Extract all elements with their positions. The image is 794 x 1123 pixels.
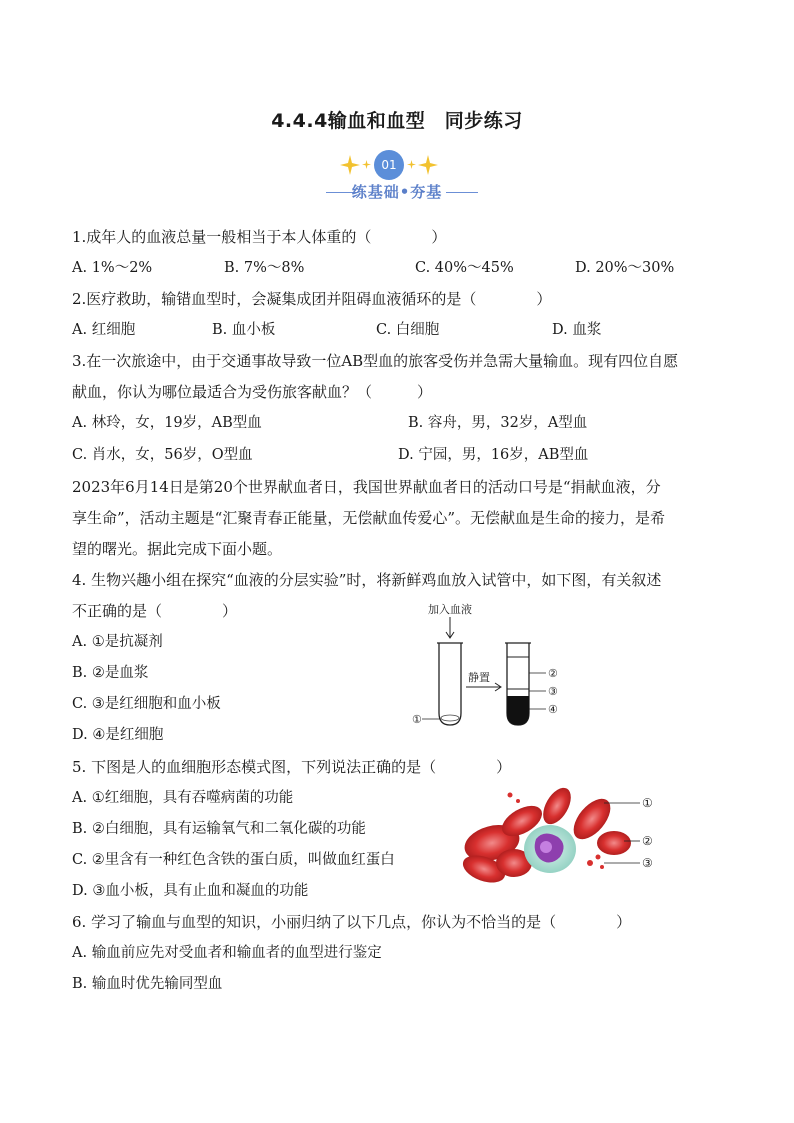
question-2-stem: 2.医疗救助，输错血型时，会凝集成团并阻碍血液循环的是（ ） xyxy=(72,290,552,308)
cell-mark-1: ① xyxy=(642,796,653,810)
q3-option-d: D. 宁园，男，16岁，AB型血 xyxy=(398,447,589,463)
passage-line-2: 享生命”，活动主题是“汇聚青春正能量，无偿献血传爱心”。无偿献血是生命的接力，是希 xyxy=(72,509,666,527)
q5-option-d: D. ③血小板，具有止血和凝血的功能 xyxy=(72,883,309,899)
divider xyxy=(446,192,478,193)
passage-line-1: 2023年6月14日是第20个世界献血者日，我国世界献血者日的活动口号是“捐献血液，分 xyxy=(72,478,661,496)
q4-option-b: B. ②是血浆 xyxy=(72,665,149,681)
question-3-stem-cont: 献血，你认为哪位最适合为受伤旅客献血？（ ） xyxy=(72,383,433,401)
section-title: 练基础•夯基 xyxy=(351,183,443,201)
q5-option-b: B. ②白细胞，具有运输氧气和二氧化碳的功能 xyxy=(72,821,366,837)
q4-option-d: D. ④是红细胞 xyxy=(72,727,164,743)
section-badge xyxy=(0,150,794,180)
page-title: 4.4.4输血和血型 同步练习 xyxy=(271,110,523,132)
q5-option-c: C. ②里含有一种红色含铁的蛋白质，叫做血红蛋白 xyxy=(72,852,395,868)
question-4-stem: 4. 生物兴趣小组在探究“血液的分层实验”时，将新鲜鸡血放入试管中，如下图，有关叙述 xyxy=(72,571,662,589)
platelet xyxy=(516,799,520,803)
blood-cell-figure xyxy=(462,781,672,891)
red-cell-layer xyxy=(507,696,529,725)
red-blood-cell xyxy=(537,783,576,829)
q1-option-d: D. 20%～30% xyxy=(575,260,675,276)
cell-mark-3: ③ xyxy=(642,856,653,870)
q3-option-b: B. 容舟，男，32岁，A型血 xyxy=(408,415,588,431)
star-icon xyxy=(340,155,360,175)
q6-option-b: B. 输血时优先输同型血 xyxy=(72,976,223,992)
q1-option-c: C. 40%～45% xyxy=(415,260,514,276)
question-6-stem: 6. 学习了输血与血型的知识，小丽归纳了以下几点，你认为不恰当的是（ ） xyxy=(72,913,632,931)
q2-option-a: A. 红细胞 xyxy=(72,322,136,338)
mark-1: ① xyxy=(412,713,422,726)
q4-option-c: C. ③是红细胞和血小板 xyxy=(72,696,221,712)
q3-option-a: A. 林玲，女，19岁，AB型血 xyxy=(72,415,262,431)
q2-option-d: D. 血浆 xyxy=(552,322,602,338)
star-icon xyxy=(407,160,416,169)
q5-option-a: A. ①红细胞，具有吞噬病菌的功能 xyxy=(72,790,294,806)
q1-option-b: B. 7%～8% xyxy=(224,260,305,276)
platelet xyxy=(600,865,604,869)
mark-2: ② xyxy=(548,667,558,680)
q6-option-a: A. 输血前应先对受血者和输血者的血型进行鉴定 xyxy=(72,945,382,961)
mark-4: ④ xyxy=(548,703,558,716)
platelet xyxy=(587,860,593,866)
star-icon xyxy=(362,160,371,169)
red-blood-cell xyxy=(597,831,631,855)
q1-option-a: A. 1%～2% xyxy=(72,260,153,276)
section-header xyxy=(0,181,794,203)
section-number-badge: 01 xyxy=(374,150,404,180)
question-4-stem-cont: 不正确的是（ ） xyxy=(72,602,238,620)
platelet xyxy=(508,793,513,798)
anticoagulant xyxy=(441,715,459,721)
empty-test-tube xyxy=(439,643,461,725)
q3-option-c: C. 肖水，女，56岁，O型血 xyxy=(72,447,253,463)
cell-mark-2: ② xyxy=(642,834,653,848)
q2-option-b: B. 血小板 xyxy=(212,322,276,338)
test-tube-figure xyxy=(408,601,580,729)
q2-option-c: C. 白细胞 xyxy=(376,322,440,338)
passage-line-3: 望的曙光。据此完成下面小题。 xyxy=(72,540,283,558)
figure-label-settle: 静置 xyxy=(468,671,490,684)
question-1-stem: 1.成年人的血液总量一般相当于本人体重的（ ） xyxy=(72,228,447,246)
star-icon xyxy=(418,155,438,175)
mark-3: ③ xyxy=(548,685,558,698)
q4-option-a: A. ①是抗凝剂 xyxy=(72,634,163,650)
platelet xyxy=(596,855,601,860)
question-3-stem: 3.在一次旅途中，由于交通事故导致一位AB型血的旅客受伤并急需大量输血。现有四位自愿 xyxy=(72,352,679,370)
figure-label-add-blood: 加入血液 xyxy=(428,603,472,616)
question-5-stem: 5. 下图是人的血细胞形态模式图，下列说法正确的是（ ） xyxy=(72,758,512,776)
